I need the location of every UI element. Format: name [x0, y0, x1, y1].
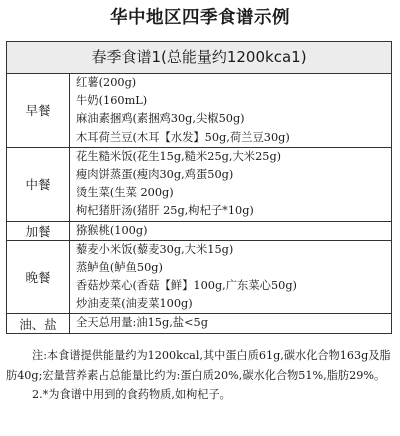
meal-items [70, 314, 391, 332]
meal-row-breakfast [7, 74, 391, 148]
meal-items [70, 74, 391, 147]
meal-item: 红薯(200g) [76, 76, 137, 89]
meal-item: 瘦肉饼蒸蛋(瘦肉30g,鸡蛋50g) [76, 167, 234, 181]
meal-name: 加餐 [7, 222, 70, 240]
table-header: 春季食谱1(总能量约1200kca1) [7, 42, 391, 74]
meal-row-snack [7, 222, 391, 241]
meal-item: 牛奶(160mL) [76, 94, 148, 108]
meal-item: 烫生菜(生菜 200g) [76, 186, 174, 200]
meal-item: 蒸鲈鱼(鲈鱼50g) [76, 260, 163, 274]
meal-item: 麻油素捆鸡(素捆鸡30g,尖椒50g) [76, 112, 245, 126]
meal-items [70, 222, 391, 240]
footnote-note-1: 注:本食谱提供能量约为1200kcal,其中蛋白质61g,碳水化合物163g及脂肪40g;宏量营养素占总能量比约为:蛋白质20%,碳水化合物51%,脂肪29%。 [6, 349, 391, 382]
page-title: 华中地区四季食谱示例 [110, 8, 290, 28]
meal-name: 早餐 [7, 74, 70, 147]
meal-row-lunch [7, 148, 391, 222]
meal-item: 猕猴桃(100g) [76, 223, 148, 237]
meal-name: 中餐 [7, 148, 70, 221]
meal-row-dinner [7, 241, 391, 315]
footnote-note-2: 2.*为食谱中用到的食药物质,如枸杞子。 [32, 388, 231, 401]
meal-item: 藜麦小米饭(藜麦30g,大米15g) [76, 242, 234, 256]
meal-item: 花生糙米饭(花生15g,糙米25g,大米25g) [76, 149, 282, 163]
meal-row-oil-salt [7, 314, 391, 332]
meal-item: 炒油麦菜(油麦菜100g) [76, 297, 193, 311]
meal-item: 香菇炒菜心(香菇【鲜】100g,广东菜心50g) [76, 279, 297, 293]
menu-table [6, 41, 392, 334]
meal-name: 晚餐 [7, 241, 70, 314]
meal-items [70, 148, 391, 221]
meal-items [70, 241, 391, 314]
meal-item: 木耳荷兰豆(木耳【水发】50g,荷兰豆30g) [76, 130, 290, 144]
meal-name: 油、盐 [7, 314, 70, 332]
meal-item: 全天总用量:油15g,盐<5g [76, 316, 208, 330]
footnote [6, 346, 394, 405]
meal-item: 枸杞猪肝汤(猪肝 25g,枸杞子*10g) [76, 204, 254, 218]
